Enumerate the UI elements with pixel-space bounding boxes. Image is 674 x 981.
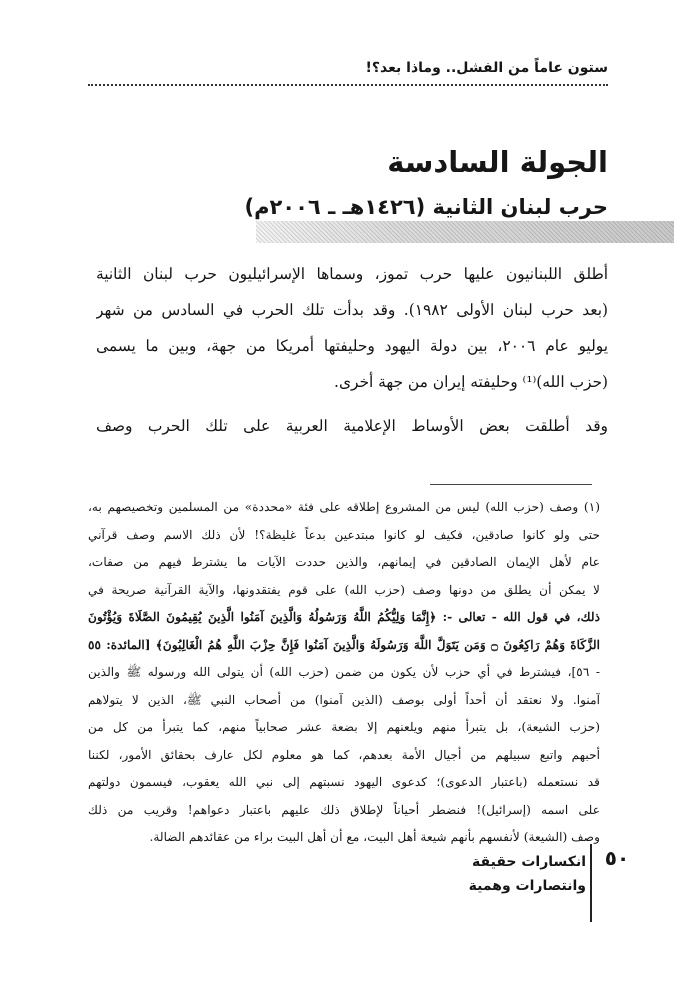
body-paragraph bbox=[96, 256, 608, 400]
body-line: وقد أطلقت بعض الأوساط الإعلامية العربية على تلك الحرب وصف bbox=[96, 417, 608, 435]
footnote-line: عام لأهل الإيمان الصادقين في إيمانهم، والذين حددت الآيات ما يشترط فيهم من صفات، bbox=[88, 555, 600, 569]
footnote-line: أحبهم واتبع سبيلهم من أجيال الأمة بعدهم، كما هو معلوم لكل عارف بحقائق الأمور، لكننا bbox=[88, 747, 600, 762]
body-text bbox=[96, 256, 608, 444]
footnote-line: لا يمكن أن يطلق من دونها وصف (حزب الله) على قوم يفتقدونها، والآية القرآنية صريحة في bbox=[88, 582, 600, 597]
footnote-line: وصف (الشيعة) لأنفسهم بأنهم شيعة أهل البيت، مع أن أهل البيت براء من عقائدهم الضالة. bbox=[149, 830, 600, 844]
header-dotted-rule bbox=[88, 84, 608, 86]
running-header: ستون عاماً من الفشل.. وماذا بعد؟! bbox=[365, 60, 608, 76]
footnote-line: (١) وصف (حزب الله) ليس من المشروع إطلاقه على فئة «محددة» من المسلمين وتخصيصهم به، bbox=[88, 500, 600, 514]
footer-vertical-rule bbox=[590, 844, 592, 922]
body-line: (حزب الله)⁽¹⁾ وحليفته إيران من جهة أخرى. bbox=[334, 373, 608, 391]
book-title-line: وانتصارات وهمية bbox=[468, 878, 586, 894]
page-number: ٥٠ bbox=[604, 846, 630, 870]
footnote-line: قد نستعمله (باعتبار الدعوى)؛ كدعوى اليهود نسبتهم إلى نبي الله يعقوب، فيسمون دولتهم bbox=[88, 775, 600, 789]
title-shaded-band bbox=[256, 221, 674, 243]
footnote-line: حتى ولو كانوا صادقين، فكيف لو كانوا مبتدعين بدعاً غليظة؟! لأن ذلك الاسم وصف قرآني bbox=[88, 527, 600, 542]
book-title-line: انكسارات حقيقة bbox=[472, 854, 586, 870]
footnote-line: آمنوا. ولا نعتقد أن أحداً أولى بوصف (الذين آمنوا) من أصحاب النبي ﷺ، الذين لا يتولاهم bbox=[88, 692, 600, 707]
chapter-title: الجولة السادسة bbox=[387, 145, 608, 179]
footnote-line: (حزب الشيعة)، بل يتبرأ منهم ويلعنهم إلا بضعة عشر صحابياً منهم، كما يتبرأ من كل من bbox=[88, 720, 600, 734]
footnote-line-quran: الزَّكَاةَ وَهُمْ رَاكِعُونَ ۝ وَمَن يَتَوَلَّ اللَّهَ وَرَسُولَهُ وَالَّذِينَ آمَنُوا فَإِنَّ حِزْبَ اللَّهِ هُمُ الْغَالِبُونَ﴾ [المائدة: ٥٥ bbox=[88, 637, 600, 652]
footnote-line: - ٥٦]، فيشترط في أي حزب لأن يكون من ضمن (حزب الله) أن يتولى الله ورسوله ﷺ والذين bbox=[88, 665, 600, 679]
book-title bbox=[440, 850, 586, 906]
body-paragraph bbox=[96, 408, 608, 444]
body-line: أطلق اللبنانيون عليها حرب تموز، وسماها الإسرائيليون حرب لبنان الثانية bbox=[96, 265, 608, 283]
body-line: يوليو عام ٢٠٠٦، بين دولة اليهود وحليفتها أمريكا من جهة، وبين ما يسمى bbox=[96, 337, 608, 355]
footnote-line: على اسمه (إسرائيل)! فنضطر أحياناً لإطلاق ذلك عليهم باعتبار دعواهم! وقريب من ذلك bbox=[88, 802, 600, 817]
footnote bbox=[88, 494, 600, 852]
page-footer bbox=[440, 842, 636, 926]
footnote-line-quran: ذلك، في قول الله - تعالى -: ﴿إِنَّمَا وَلِيُّكُمُ اللَّهُ وَرَسُولُهُ وَالَّذِينَ آمَنُوا الَّذِينَ يُقِيمُونَ الصَّلَاةَ وَيُؤْتُونَ bbox=[88, 610, 600, 624]
chapter-subtitle: حرب لبنان الثانية (١٤٢٦هـ ـ ٢٠٠٦م) bbox=[244, 195, 608, 219]
body-line: (بعد حرب لبنان الأولى ١٩٨٢). وقد بدأت تلك الحرب في السادس من شهر bbox=[96, 301, 608, 319]
footnote-separator bbox=[430, 484, 592, 485]
